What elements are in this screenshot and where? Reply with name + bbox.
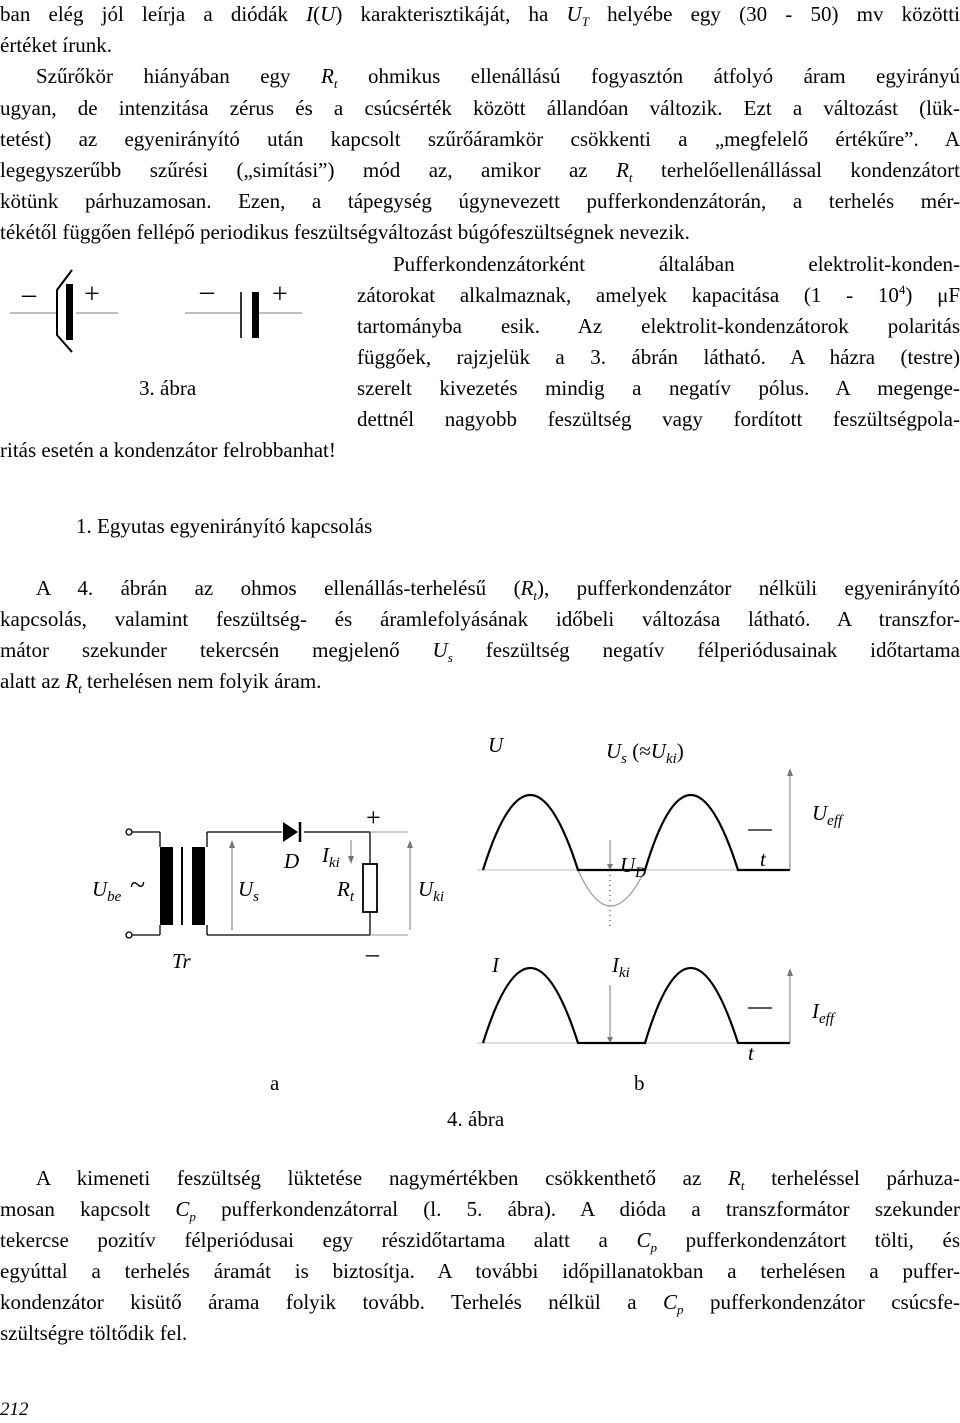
current-plot: [477, 968, 793, 1043]
figure-caption: 4. ábra: [447, 1107, 505, 1131]
diode-icon: [283, 822, 298, 842]
text-line: ugyan, de intenzitása zérus és a csúcsérték között állandóan változik. Ezt a változást (lük-: [0, 96, 960, 120]
text-line: értéket írunk.: [0, 33, 112, 57]
label-d: D: [284, 849, 300, 873]
minus-sign: –: [366, 939, 379, 968]
resistor-icon: [363, 864, 377, 912]
label-u-axis: U: [488, 733, 504, 757]
label-t-current: t: [748, 1041, 754, 1065]
minus-sign: –: [200, 276, 214, 307]
text-line: Szűrőkör hiányában egy $R_t$ ohmikus ellenállású fogyasztón átfolyó áram egyirányú: [36, 64, 960, 92]
plus-sign: +: [84, 279, 100, 310]
text-line: tekercse pozitív félperiódusai egy részidőtartama alatt a $C_p$ pufferkondenzátort tölti, és: [0, 1228, 960, 1256]
section-title: 1. Egyutas egyenirányító kapcsolás: [76, 514, 373, 538]
minus-sign: –: [22, 279, 36, 310]
text-line: tartományba esik. Az elektrolit-kondenzátorok polaritás: [357, 314, 960, 338]
text-line: A kimeneti feszültség lüktetése nagymértékben csökkenthető az $R_t$ terheléssel párhuza-: [36, 1166, 960, 1194]
label-tr: Tr: [172, 949, 191, 973]
label-us-curve: $U_s$ $(\approx U_{ki})$: [606, 739, 684, 767]
text-line: függőek, rajzjelük a 3. ábrán látható. A házra (testre): [357, 345, 960, 369]
text-line: mátor szekunder tekercsén megjelenő $U_s$ feszültség negatív félperiódusainak időtartama: [0, 638, 960, 666]
text-line: mosan kapcsolt $C_p$ pufferkondenzátorral (l. 5. ábra). A dióda a transzformátor szekunder: [0, 1197, 960, 1225]
text-line: alatt az $R_t$ terhelésen nem folyik áram.: [0, 669, 322, 697]
label-ieff: $I_{eff}$: [812, 999, 834, 1027]
voltage-plot: [477, 768, 793, 928]
figure-caption: 3. ábra: [139, 376, 197, 400]
tilde-icon: ~: [130, 870, 146, 901]
text-line: kapcsolás, valamint feszültség- és áramlefolyásának időbeli változása látható. A transzfor-: [0, 607, 960, 631]
label-ud: $U_D$: [620, 853, 647, 881]
text-line: legegyszerűbb szűrési („simítási”) mód az, amikor az $R_t$ terhelőellenállással kondenzátort: [0, 158, 960, 186]
text-line: egyúttal a terhelés áramát is biztosítja. A további időpillanatokban a terhelésen a puffer-: [0, 1259, 960, 1283]
text-line: szerelt kivezetés mindig a negatív pólus. A megenge-: [357, 376, 960, 400]
text-line: dettnél nagyobb feszültség vagy fordított feszültségpola-: [357, 407, 960, 431]
label-uki: $U_{ki}$: [418, 877, 444, 905]
text-line: kötünk párhuzamosan. Ezen, a tápegység úgynevezett pufferkondenzátorán, a terhelés mér-: [0, 189, 960, 213]
label-t-voltage: t: [760, 847, 766, 871]
text-line: kondenzátor kisütő árama folyik tovább. Terhelés nélkül a $C_p$ pufferkondenzátor csúcsfe-: [0, 1290, 960, 1318]
label-ueff: $U_{eff}$: [812, 801, 843, 829]
plus-sign: +: [272, 279, 288, 310]
text-line: ritás esetén a kondenzátor felrobbanhat!: [0, 438, 336, 462]
transformer-core-icon: [160, 847, 173, 925]
label-ube: $U_{be}$: [92, 877, 122, 905]
text-line: tetést) az egyenirányító után kapcsolt szűrőáramkör csökkenti a „megfelelő értékűre”. A: [0, 127, 960, 151]
sub-label-b: b: [634, 1071, 645, 1095]
text-line: Pufferkondenzátorként általában elektrolit-konden-: [393, 252, 960, 276]
text-line: tékétől függően fellépő periodikus feszültségváltozást búgófeszültségnek nevezik.: [0, 220, 690, 244]
plus-sign: +: [366, 803, 381, 832]
label-iki: $I_{ki}$: [322, 843, 340, 871]
label-us: $U_s$: [238, 877, 260, 905]
text-line: ban elég jól leírja a diódák I(U) karakterisztikáját, ha $U_T$ helyébe egy (30 - 50) mv közötti: [0, 2, 960, 30]
text-line: zátorokat alkalmaznak, amelyek kapacitása $(1 - 10^4)$ μF: [357, 282, 960, 307]
label-rt: $R_t$: [337, 877, 354, 905]
page-number: 212: [0, 1399, 29, 1420]
sub-label-a: a: [270, 1071, 280, 1095]
label-i-axis: I: [492, 953, 499, 977]
transformer-core-icon: [192, 847, 205, 925]
text-line: szültségre töltődik fel.: [0, 1321, 188, 1345]
label-iki-curve: $I_{ki}$: [612, 953, 630, 981]
text-line: A 4. ábrán az ohmos ellenállás-terhelésű $(R_t)$, pufferkondenzátor nélküli egyenirányító: [36, 576, 960, 604]
